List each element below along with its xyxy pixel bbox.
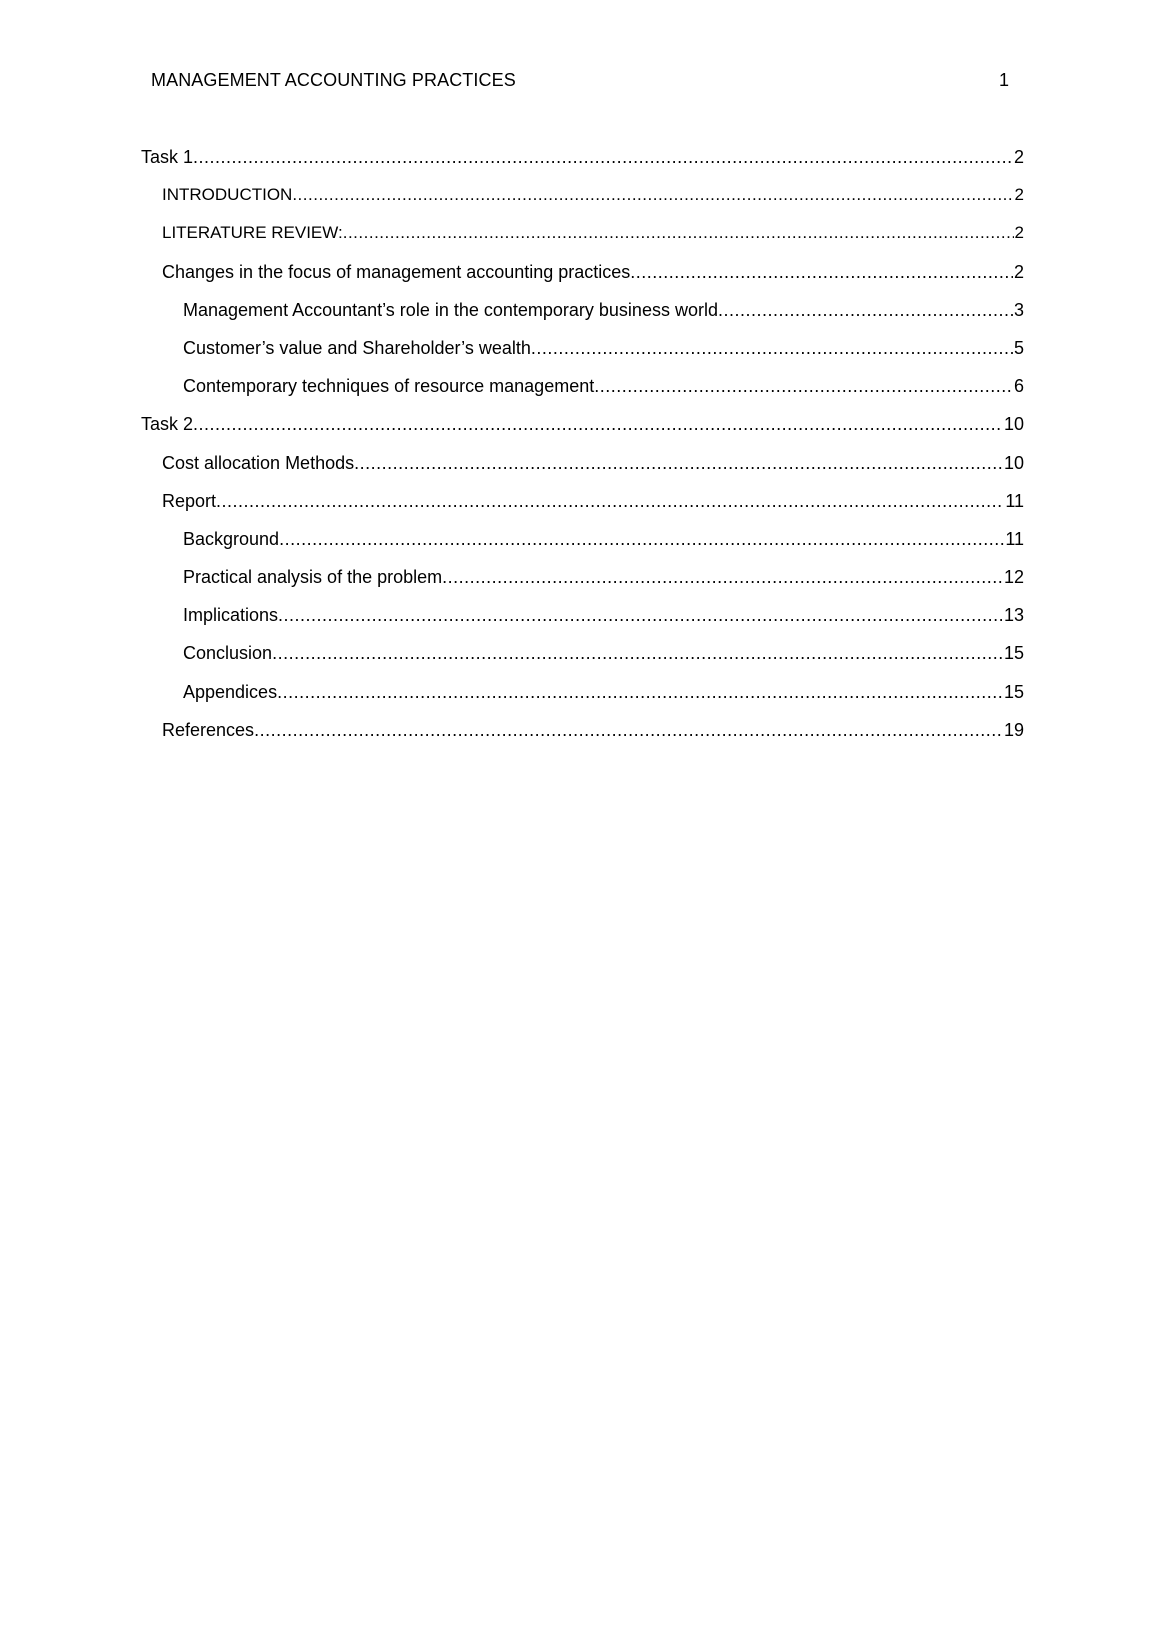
toc-leader-dots bbox=[354, 444, 1003, 482]
toc-entry-page: 2 bbox=[1013, 261, 1024, 282]
toc-entry-customer-value[interactable] bbox=[141, 329, 1024, 367]
toc-entry-page: 6 bbox=[1013, 376, 1024, 397]
toc-entry-title: Management Accountant’s role in the contemporary business world bbox=[183, 299, 718, 320]
toc-entry-page: 11 bbox=[1005, 528, 1024, 549]
toc-entry-title: Customer’s value and Shareholder’s wealth bbox=[183, 337, 531, 358]
page-number: 1 bbox=[998, 70, 1009, 90]
toc-leader-dots bbox=[531, 329, 1013, 367]
toc-leader-dots bbox=[193, 405, 1003, 443]
toc-entry-conclusion[interactable] bbox=[141, 634, 1024, 672]
toc-leader-dots bbox=[193, 138, 1013, 176]
toc-entry-page: 2 bbox=[1014, 185, 1024, 205]
toc-entry-title: Contemporary techniques of resource management bbox=[183, 376, 595, 397]
toc-entry-page: 3 bbox=[1013, 299, 1024, 320]
toc-entry-title: Task 2 bbox=[141, 414, 194, 435]
toc-entry-page: 13 bbox=[1003, 605, 1024, 626]
toc-leader-dots bbox=[216, 482, 1004, 520]
toc-entry-page: 2 bbox=[1014, 223, 1024, 243]
toc-leader-dots bbox=[279, 520, 1004, 558]
toc-entry-title: Task 1 bbox=[141, 147, 194, 167]
toc-entry-cost-allocation[interactable] bbox=[141, 444, 1024, 482]
toc-entry-task-1[interactable] bbox=[141, 138, 1024, 176]
toc-leader-dots bbox=[343, 214, 1014, 252]
toc-leader-dots bbox=[254, 711, 1003, 749]
toc-entry-page: 12 bbox=[1003, 567, 1024, 588]
toc-entry-page: 15 bbox=[1003, 681, 1024, 702]
toc-entry-implications[interactable] bbox=[141, 596, 1024, 634]
toc-entry-contemporary-techniques[interactable] bbox=[141, 367, 1024, 405]
toc-entry-title: LITERATURE REVIEW: bbox=[162, 223, 343, 243]
toc-entry-title: Report bbox=[162, 490, 217, 511]
toc-entry-task-2[interactable] bbox=[141, 405, 1024, 443]
toc-entry-background[interactable] bbox=[141, 520, 1024, 558]
table-of-contents bbox=[141, 138, 1024, 749]
toc-entry-title: Cost allocation Methods bbox=[162, 452, 355, 473]
toc-entry-title: References bbox=[162, 719, 255, 740]
toc-entry-page: 11 bbox=[1005, 490, 1024, 511]
toc-leader-dots bbox=[442, 558, 1003, 596]
toc-entry-title: Conclusion bbox=[183, 643, 273, 664]
toc-entry-practical-analysis[interactable] bbox=[141, 558, 1024, 596]
toc-entry-introduction[interactable] bbox=[141, 176, 1024, 214]
toc-entry-page: 5 bbox=[1013, 337, 1024, 358]
toc-entry-changes-in-focus[interactable] bbox=[141, 253, 1024, 291]
toc-leader-dots bbox=[277, 673, 1003, 711]
toc-entry-page: 10 bbox=[1003, 452, 1024, 473]
toc-entry-references[interactable] bbox=[141, 711, 1024, 749]
toc-entry-title: Changes in the focus of management accounting practices bbox=[162, 261, 631, 282]
toc-entry-page: 15 bbox=[1003, 643, 1024, 664]
toc-leader-dots bbox=[718, 291, 1013, 329]
toc-entry-title: Implications bbox=[183, 605, 279, 626]
toc-leader-dots bbox=[594, 367, 1013, 405]
toc-entry-page: 19 bbox=[1003, 719, 1024, 740]
toc-leader-dots bbox=[292, 176, 1013, 214]
toc-entry-title: Background bbox=[183, 528, 280, 549]
toc-entry-literature-review[interactable] bbox=[141, 214, 1024, 252]
toc-entry-title: Appendices bbox=[183, 681, 278, 702]
running-head: MANAGEMENT ACCOUNTING PRACTICES bbox=[151, 70, 516, 90]
toc-entry-title: INTRODUCTION bbox=[162, 185, 293, 205]
toc-entry-page: 2 bbox=[1013, 147, 1024, 167]
toc-entry-page: 10 bbox=[1003, 414, 1024, 435]
toc-leader-dots bbox=[630, 253, 1013, 291]
toc-entry-title: Practical analysis of the problem bbox=[183, 567, 443, 588]
toc-leader-dots bbox=[278, 596, 1003, 634]
toc-entry-appendices[interactable] bbox=[141, 673, 1024, 711]
toc-leader-dots bbox=[272, 634, 1003, 672]
toc-entry-report[interactable] bbox=[141, 482, 1024, 520]
toc-entry-management-accountant-role[interactable] bbox=[141, 291, 1024, 329]
